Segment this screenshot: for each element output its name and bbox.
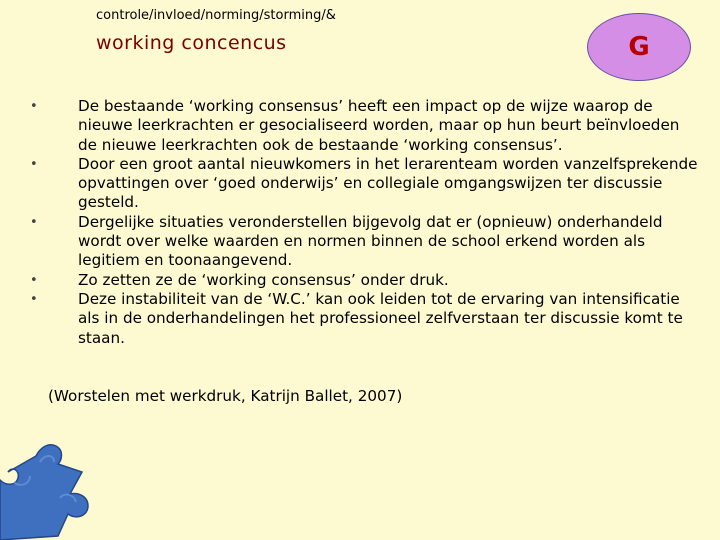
bullet-dot-icon: •: [30, 214, 38, 230]
bullet-text: Zo zetten ze de ‘working consensus’ onder druk.: [78, 270, 449, 289]
bullet-item: [30, 271, 700, 290]
puzzle-piece-icon: [0, 432, 130, 540]
bullet-dot-icon: •: [30, 156, 38, 172]
bullet-list: [30, 97, 700, 348]
bullet-text: De bestaande ‘working consensus’ heeft een impact op de wijze waarop de nieuwe leerkrachten er gesocialiseerd worden, maar op hun beurt beïnvloeden de nieuwe leerkrachten ook de bestaande ‘working consensus’.: [78, 97, 680, 154]
slide-kicker: controle/invloed/norming/storming/&: [96, 8, 336, 23]
bullet-item: [30, 213, 700, 271]
bullet-text: Dergelijke situaties veronderstellen bijgevolg dat er (opnieuw) onderhandeld wordt over welke waarden en normen binnen de school erkend worden als legitiem en toonaangevend.: [78, 212, 663, 270]
bullet-dot-icon: •: [30, 272, 38, 288]
bullet-dot-icon: •: [30, 99, 38, 114]
bullet-text: Deze instabiliteit van de ‘W.C.’ kan ook leiden tot de ervaring van intensificatie als in de onderhandelingen het professioneel zelfverstaan ter discussie komt te staan.: [78, 289, 683, 347]
bullet-dot-icon: •: [30, 291, 38, 307]
bullet-item: [30, 97, 700, 155]
slide-title: working concencus: [96, 32, 287, 54]
bullet-item: [30, 290, 700, 348]
bullet-item: [30, 155, 700, 213]
citation: (Worstelen met werkdruk, Katrijn Ballet, 2007): [48, 387, 403, 405]
section-badge-label: G: [628, 32, 650, 62]
section-badge: [587, 13, 691, 81]
bullet-text: Door een groot aantal nieuwkomers in het lerarenteam worden vanzelfsprekende opvattingen over ‘goed onderwijs’ en collegiale omgangswijzen ter discussie gesteld.: [78, 154, 698, 212]
